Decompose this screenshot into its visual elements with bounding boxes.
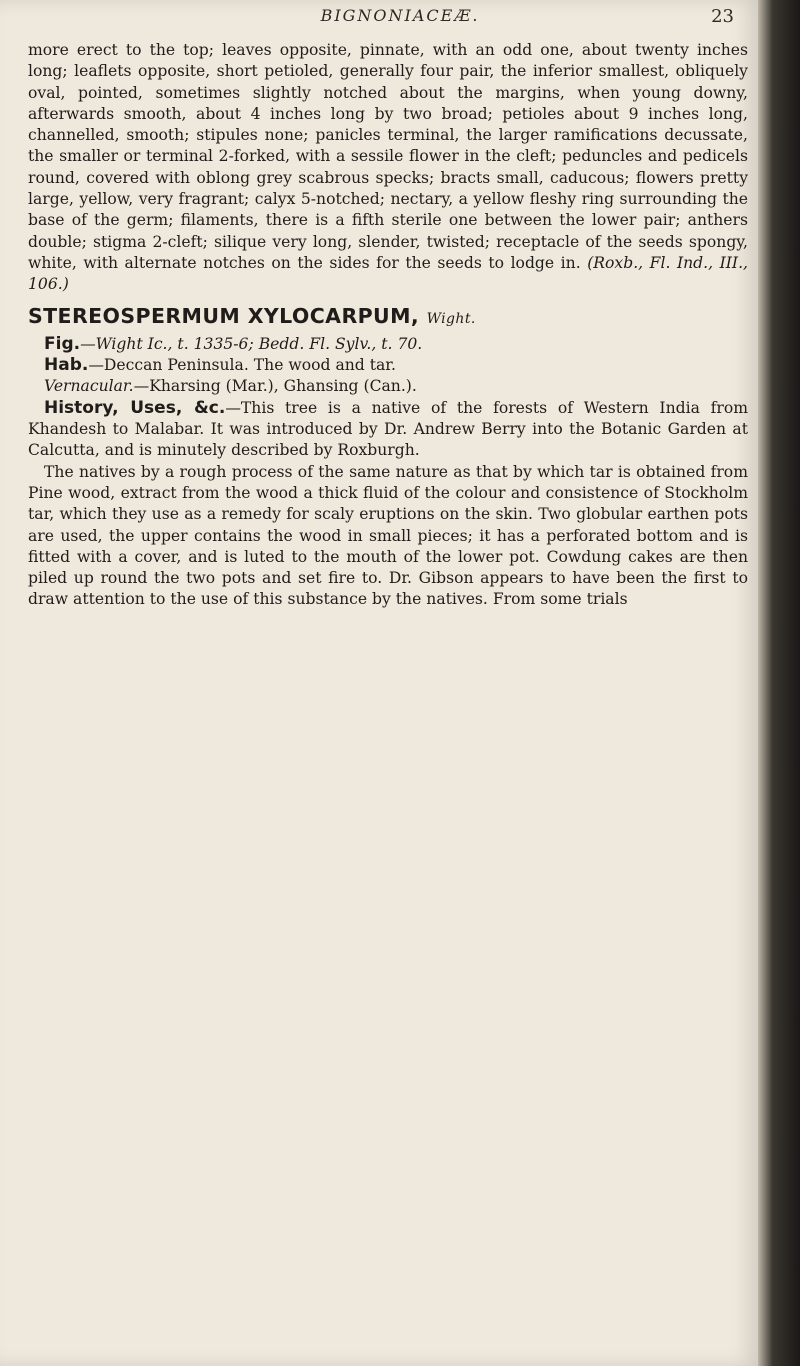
fig-label: Fig.	[44, 333, 81, 354]
page-header	[0, 6, 760, 40]
fig-paragraph	[28, 334, 748, 355]
natives-paragraph: The natives by a rough process of the same nature as that by which tar is obtained from Pine wood, extract from the wood a thick fluid of the colour and consistence of Stockholm tar, which they use as a remedy for scaly eruptions on the skin. Two globular earthen pots are used, the upper contains the wood in small pieces; it has a perforated bottom and is fitted with a cover, and is luted to the mouth of the lower pot. Cowdung cakes are then piled up round the two pots and set fire to. Dr. Gibson appears to have been the first to draw attention to the use of this substance by the natives. From some trials	[28, 462, 748, 609]
hab-paragraph	[28, 355, 748, 376]
species-name: STEREOSPERMUM XYLOCARPUM,	[28, 303, 420, 328]
vernacular-label: Vernacular.	[44, 377, 134, 396]
intro-reference: (Roxb., Fl. Ind., III., 106.)	[28, 253, 748, 294]
vernacular-paragraph	[28, 376, 748, 397]
page-body	[28, 40, 748, 611]
intro-paragraph	[28, 40, 748, 296]
page-number: 23	[711, 6, 734, 27]
species-title	[28, 303, 748, 330]
species-author: Wight.	[426, 310, 476, 327]
history-label: History, Uses, &c.	[44, 397, 226, 418]
vernacular-text: —Kharsing (Mar.), Ghansing (Can.).	[133, 377, 417, 396]
intro-text: more erect to the top; leaves opposite, pinnate, with an odd one, about twenty inches long; leaflets opposite, short petioled, generally four pair, the inferior smallest, obliquely oval, pointed, sometimes slightly notched about the margins, when young downy, afterwards smooth, about 4 inches long by two broad; petioles about 9 inches long, channelled, smooth; stipules none; panicles terminal, the larger ramifications decussate, the smaller or terminal 2-forked, with a sessile flower in the cleft; peduncles and pedicels round, covered with oblong grey scabrous specks; bracts small, caducous; flowers pretty large, yellow, very fragrant; calyx 5-notched; nectary, a yellow fleshy ring surrounding the base of the germ; filaments, there is a fifth sterile one between the lower pair; anthers double; stigma 2-cleft; silique very long, slender, twisted; receptacle of the seeds spongy, white, with alternate notches on the sides for the seeds to lodge in.	[28, 41, 748, 272]
fig-text: —Wight Ic., t. 1335-6; Bedd. Fl. Sylv., t. 70.	[80, 334, 423, 353]
hab-text: —Deccan Peninsula. The wood and tar.	[88, 356, 396, 375]
history-paragraph	[28, 398, 748, 462]
book-spine-shadow	[758, 0, 800, 1366]
history-text: —This tree is a native of the forests of Western India from Khandesh to Malabar. It was introduced by Dr. Andrew Berry into the Botanic Garden at Calcutta, and is minutely described by Roxburgh.	[28, 398, 749, 460]
running-head: BIGNONIACEÆ.	[320, 6, 480, 25]
hab-label: Hab.	[44, 355, 89, 376]
